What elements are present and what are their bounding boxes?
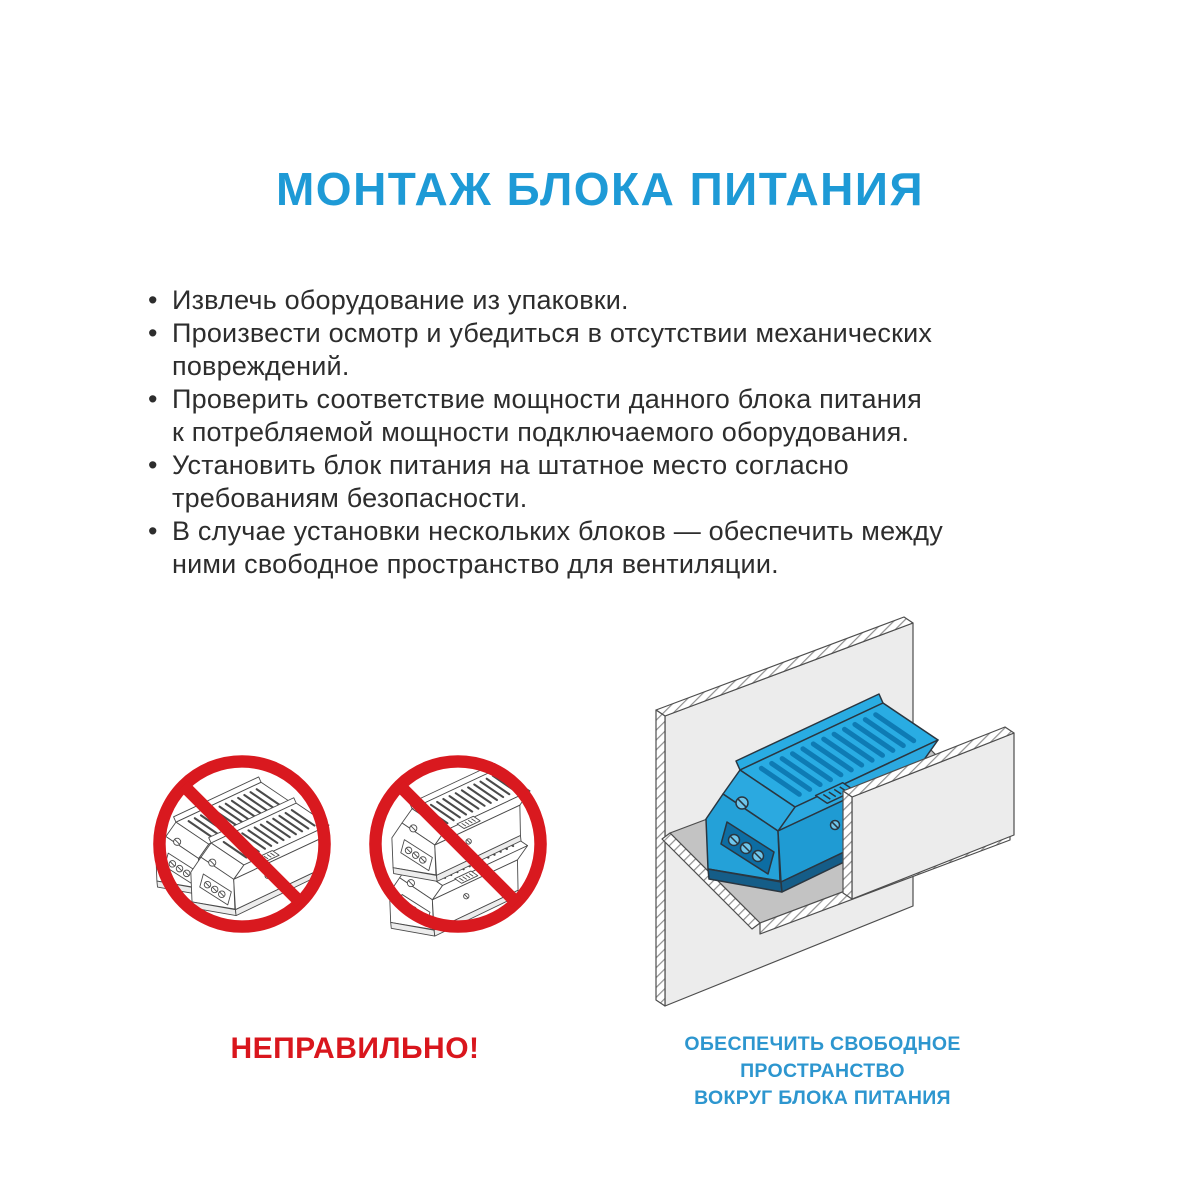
list-item-line: Проверить соответствие мощности данного блока питания (172, 384, 922, 414)
list-item-line: В случае установки нескольких блоков — обеспечить между (172, 516, 943, 546)
no-side-by-side-mounting-icon (146, 748, 338, 940)
list-item-line: Извлечь оборудование из упаковки. (172, 285, 629, 315)
list-item (146, 284, 943, 317)
list-item-line: Произвести осмотр и убедиться в отсутствии механических (172, 318, 933, 348)
list-item (146, 449, 943, 515)
list-item-line: требованиям безопасности. (172, 483, 528, 513)
bullet-dot: • (148, 384, 158, 414)
no-side-by-side-mounting-svg (146, 748, 338, 940)
wrong-label: НЕПРАВИЛЬНО! (230, 1032, 480, 1065)
bullet-dot: • (148, 450, 158, 480)
bullet-dot: • (148, 516, 158, 546)
instruction-list (146, 284, 943, 581)
page-title: МОНТАЖ БЛОКА ПИТАНИЯ (275, 163, 925, 215)
list-item-line: повреждений. (172, 351, 350, 381)
list-item-line: ними свободное пространство для вентиляции. (172, 549, 779, 579)
list-item (146, 317, 943, 383)
no-stacked-mounting-svg (362, 748, 554, 940)
correct-caption-line: ОБЕСПЕЧИТЬ СВОБОДНОЕ ПРОСТРАНСТВО (684, 1033, 961, 1082)
list-item (146, 515, 943, 581)
no-stacked-mounting-icon (362, 748, 554, 940)
bullet-dot: • (148, 285, 158, 315)
list-item (146, 383, 943, 449)
list-item-line: Установить блок питания на штатное место согласно (172, 450, 849, 480)
list-item-line: к потребляемой мощности подключаемого оборудования. (172, 417, 910, 447)
mounting-scene-svg (630, 597, 1050, 1027)
bullet-dot: • (148, 318, 158, 348)
correct-caption (605, 1031, 1040, 1112)
correct-mounting-illustration (630, 597, 1050, 1027)
correct-caption-line: ВОКРУГ БЛОКА ПИТАНИЯ (694, 1087, 951, 1109)
